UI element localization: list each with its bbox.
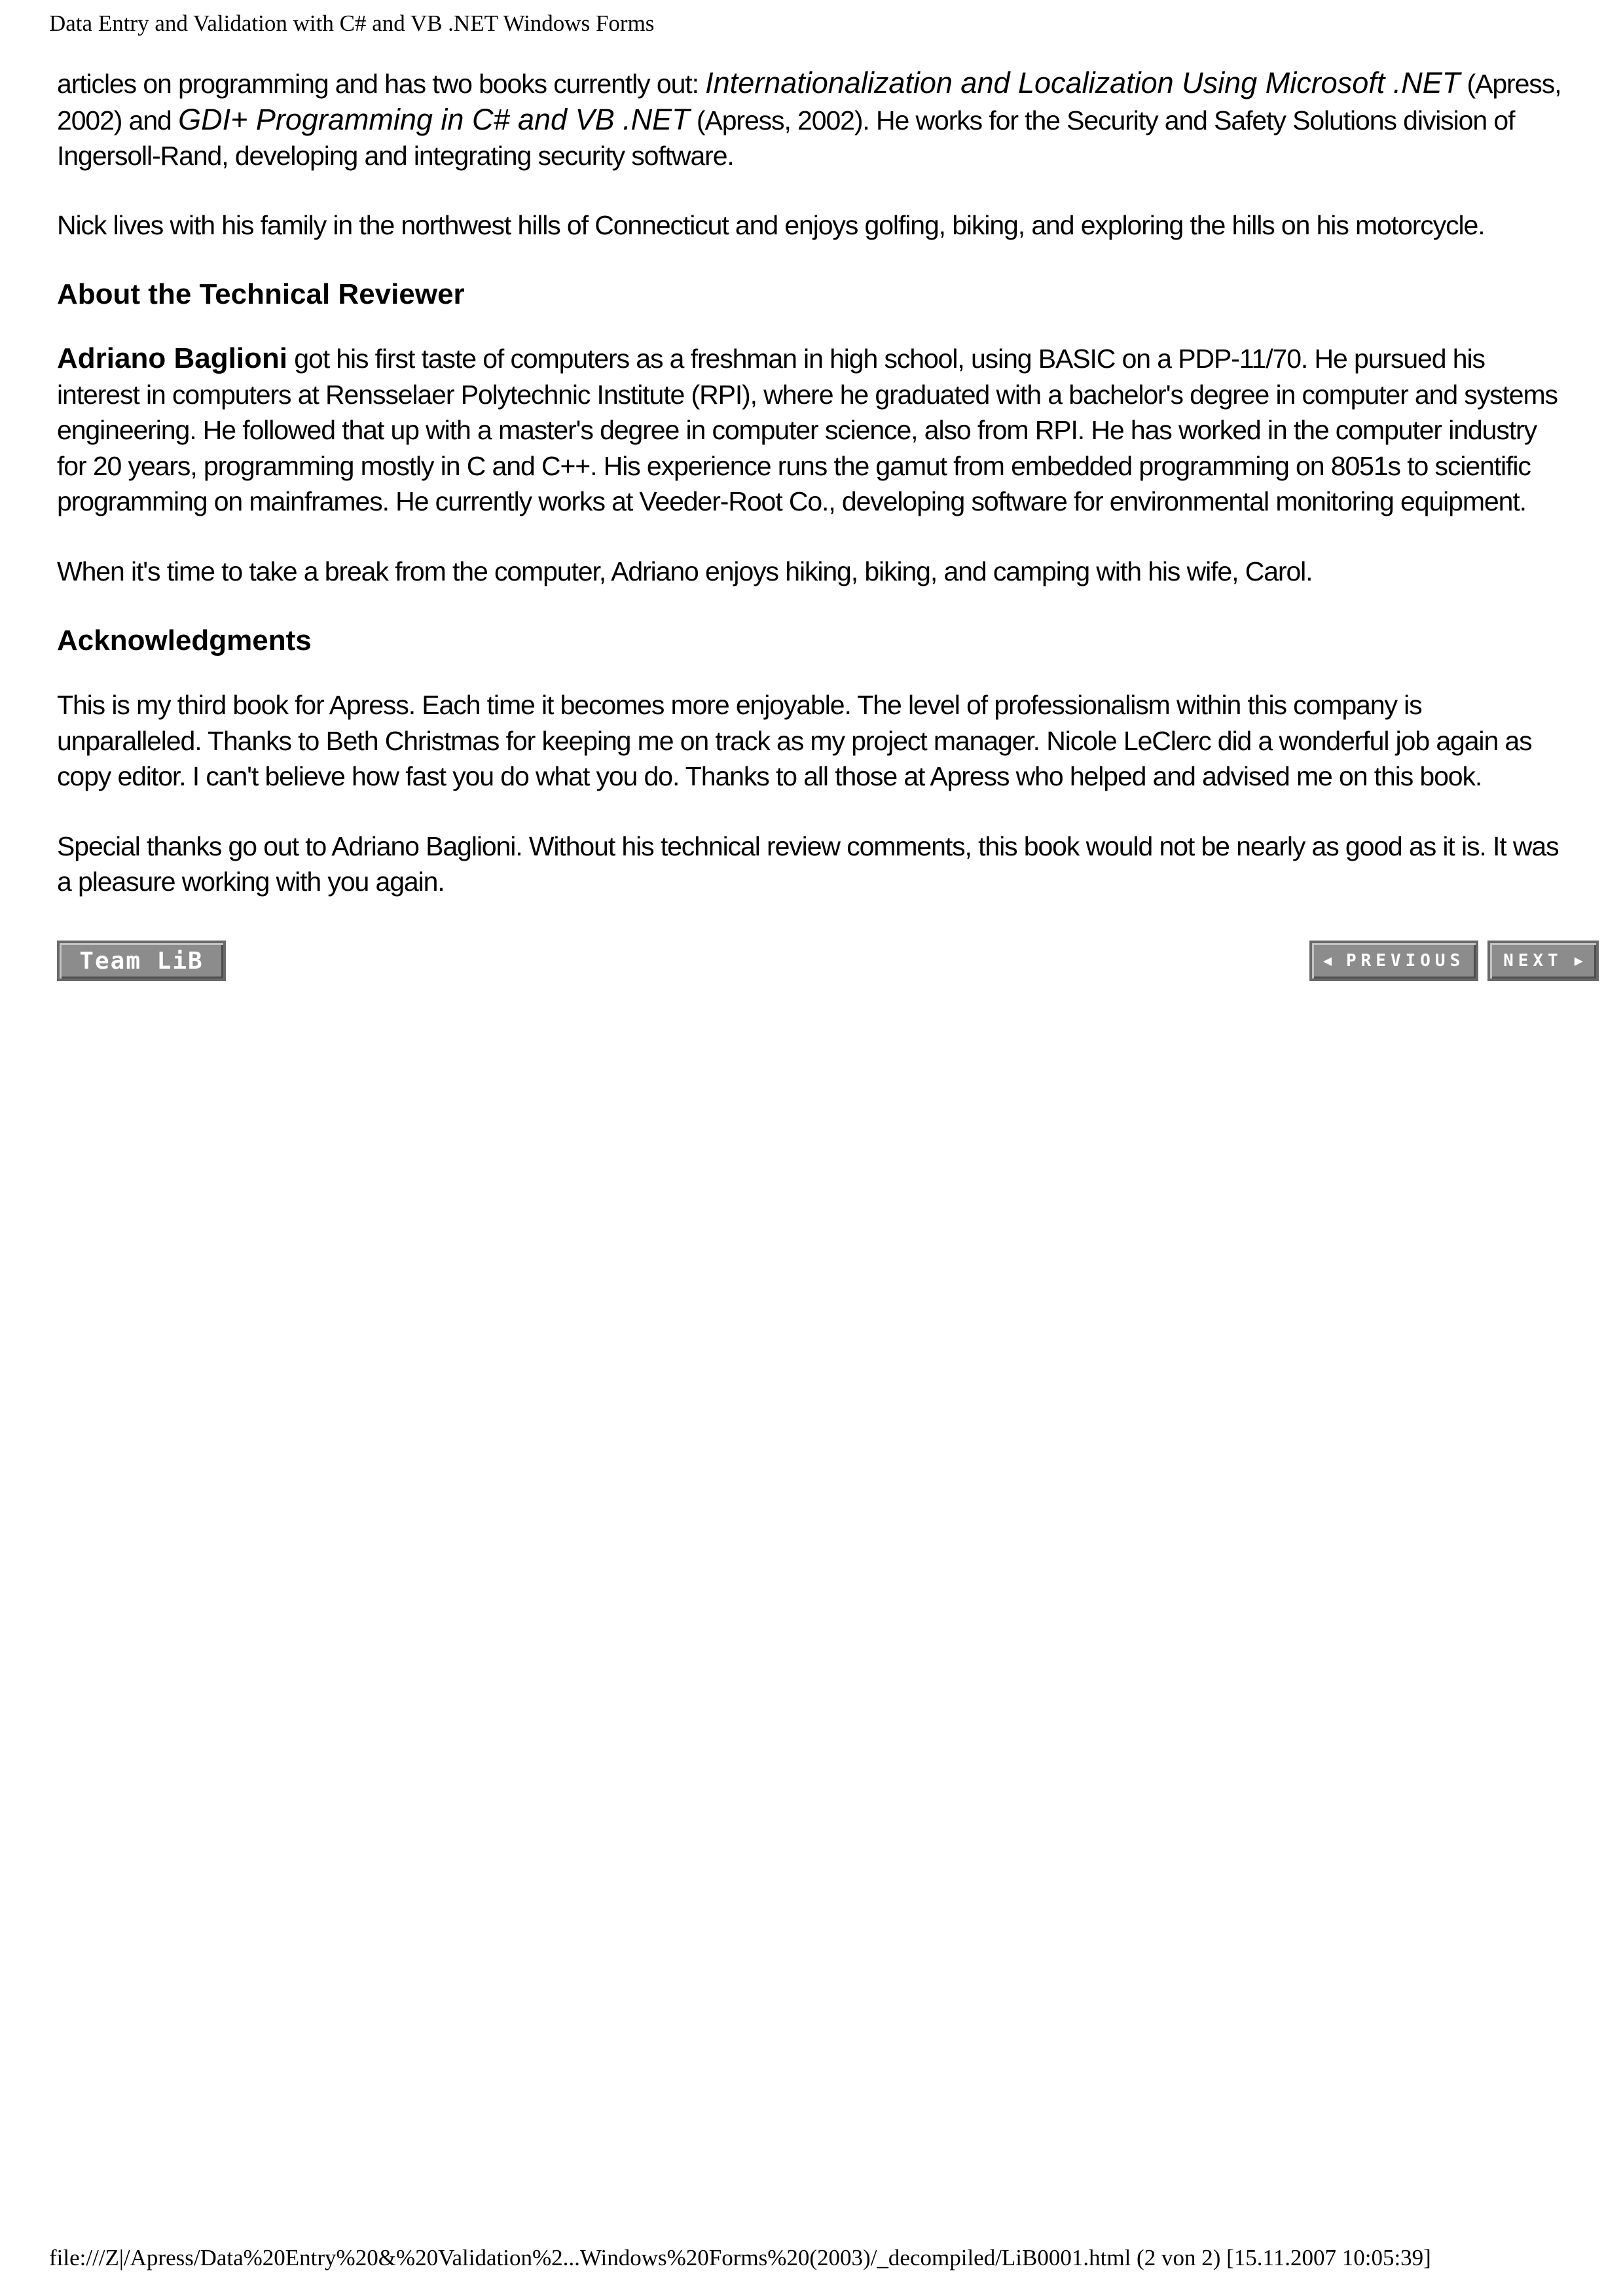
next-label: NEXT [1503, 951, 1563, 971]
team-lib-label: Team LiB [79, 947, 204, 975]
reviewer-name: Adriano Baglioni [57, 342, 287, 374]
reviewer-bio-text: got his first taste of computers as a freshman in high school, using BASIC on a PDP-11/70. He pursued his interest in computers at Rensselaer Polytechnic Institute (RPI), where he graduated with a bachelor's degree in computer and systems engineering. He followed that up with a master's degree in computer science, also from RPI. He has worked in the computer industry for 20 years, programming mostly in C and C++. His experience runs the gamut from embedded programming on 8051s to scientific programming on mainframes. He currently works at Veeder-Root Co., developing software for environmental monitoring equipment. [57, 344, 1558, 516]
author-bio-paragraph [57, 65, 1566, 174]
previous-button[interactable] [1309, 941, 1478, 981]
acknowledgments-paragraph-1: This is my third book for Apress. Each time it becomes more enjoyable. The level of professionalism within this company is unparalleled. Thanks to Beth Christmas for keeping me on track as my project manager. Nicole LeClerc did a wonderful job again as copy editor. I can't believe how fast you do what you do. Thanks to all those at Apress who helped and advised me on this book. [57, 690, 1532, 791]
team-lib-button[interactable] [57, 941, 226, 981]
page-content [57, 65, 1566, 934]
reviewer-bio-paragraph [57, 341, 1566, 520]
navigation-bar [57, 941, 1603, 981]
running-footer: file:///Z|/Apress/Data%20Entry%20&%20Validation%2...Windows%20Forms%20(2003)/_decompiled/LiB0001.html (2 von 2) [15.11.2007 10:05:39] [49, 2245, 1431, 2270]
author-bio-tail: (Apress, 2002). He works for the Security and Safety Solutions division of Ingersoll-Rand, developing and integrating security software. [57, 105, 1515, 171]
acknowledgments-heading: Acknowledgments [57, 624, 312, 656]
running-header: Data Entry and Validation with C# and VB .NET Windows Forms [49, 10, 655, 36]
author-bio-middle: (Apress, 2002) and [57, 69, 1561, 135]
technical-reviewer-heading: About the Technical Reviewer [57, 278, 465, 310]
next-button[interactable] [1487, 941, 1599, 981]
book-title-internationalization: Internationalization and Localization Using Microsoft .NET [705, 66, 1461, 99]
book-title-gdi-plus: GDI+ Programming in C# and VB .NET [178, 102, 690, 136]
right-arrow-icon: ▶ [1574, 952, 1583, 969]
reviewer-personal-paragraph: When it's time to take a break from the computer, Adriano enjoys hiking, biking, and camping with his wife, Carol. [57, 556, 1313, 586]
previous-label: PREVIOUS [1346, 951, 1465, 971]
acknowledgments-paragraph-2: Special thanks go out to Adriano Baglioni. Without his technical review comments, this book would not be nearly as good as it is. It was a pleasure working with you again. [57, 831, 1559, 897]
left-arrow-icon: ◀ [1322, 952, 1332, 969]
author-bio-intro: articles on programming and has two books currently out: [57, 69, 706, 99]
author-personal-paragraph: Nick lives with his family in the northwest hills of Connecticut and enjoys golfing, biking, and exploring the hills on his motorcycle. [57, 209, 1485, 240]
